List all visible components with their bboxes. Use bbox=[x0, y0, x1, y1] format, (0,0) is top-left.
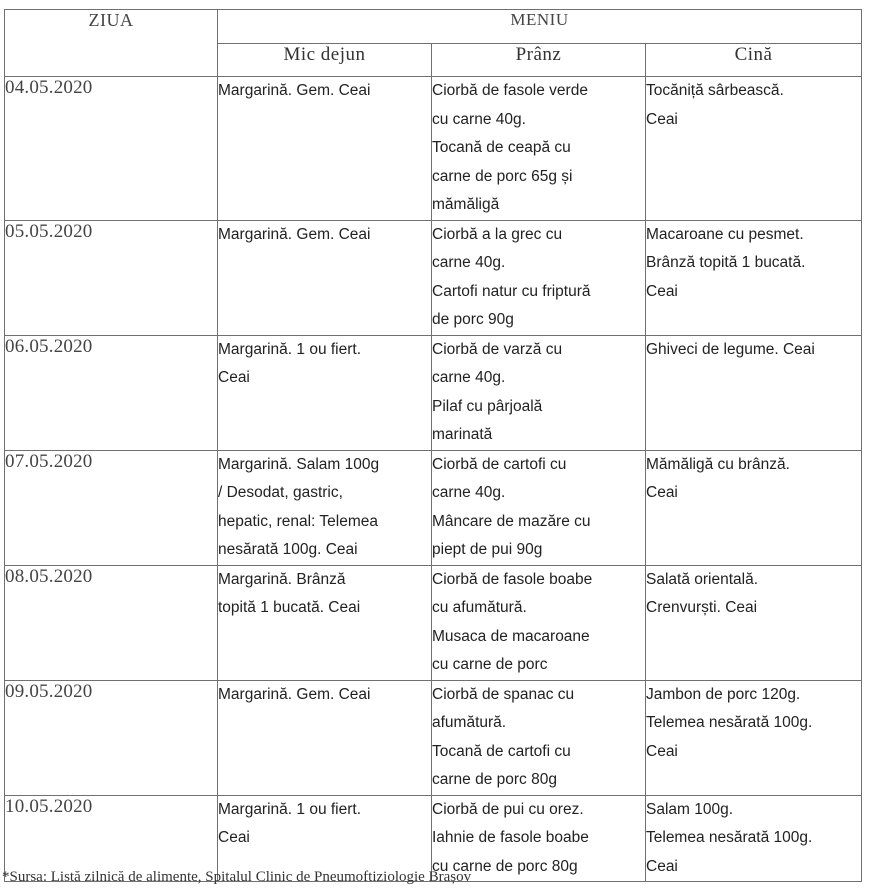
lunch-line: cu carne de porc 80g bbox=[432, 857, 578, 875]
lunch-line: afumătură. bbox=[432, 714, 507, 731]
lunch-line: Mâncare de mazăre cu bbox=[432, 512, 591, 530]
date-cell: 09.05.2020 bbox=[5, 680, 218, 795]
lunch-cell bbox=[432, 680, 646, 795]
menu-row bbox=[5, 680, 862, 795]
lunch-line: Iahnie de fasole boabe bbox=[432, 829, 589, 846]
date-cell: 07.05.2020 bbox=[5, 450, 218, 565]
breakfast-cell bbox=[218, 335, 432, 450]
breakfast-header: Mic dejun bbox=[218, 43, 432, 77]
lunch-cell bbox=[432, 450, 646, 565]
dinner-line: Macaroane cu pesmet. bbox=[646, 225, 804, 243]
date-cell: 10.05.2020 bbox=[5, 795, 218, 882]
lunch-line: piept de pui 90g bbox=[432, 541, 543, 558]
dinner-cell bbox=[646, 565, 862, 680]
header-row-top bbox=[5, 10, 862, 44]
dinner-line: Ceai bbox=[646, 282, 678, 300]
breakfast-cell bbox=[218, 565, 432, 680]
dinner-line: Ceai bbox=[646, 857, 678, 875]
dinner-line: Jambon de porc 120g. bbox=[646, 685, 801, 703]
date-cell: 05.05.2020 bbox=[5, 220, 218, 335]
menu-row bbox=[5, 77, 862, 221]
breakfast-cell bbox=[218, 77, 432, 221]
lunch-line: Pilaf cu pârjoală bbox=[432, 397, 543, 415]
breakfast-cell bbox=[218, 220, 432, 335]
menu-table bbox=[4, 9, 862, 882]
dinner-line: Telemea nesărată 100g. bbox=[646, 829, 813, 846]
lunch-line: Ciorbă de pui cu orez. bbox=[432, 800, 584, 818]
menu-row bbox=[5, 565, 862, 680]
menu-row bbox=[5, 335, 862, 450]
lunch-line: cu carne de porc bbox=[432, 656, 548, 673]
dinner-line: Ghiveci de legume. Ceai bbox=[646, 340, 815, 358]
lunch-line: Ciorbă de spanac cu bbox=[432, 685, 575, 703]
source-note: *Sursa: Listă zilnică de alimente, Spitalul Clinic de Pneumoftiziologie Brașov bbox=[2, 869, 472, 885]
day-column-header: ZIUA bbox=[5, 10, 218, 77]
lunch-cell bbox=[432, 335, 646, 450]
breakfast-line: hepatic, renal: Telemea bbox=[218, 512, 378, 530]
breakfast-line: / Desodat, gastric, bbox=[218, 484, 343, 501]
date-cell: 06.05.2020 bbox=[5, 335, 218, 450]
lunch-line: Ciorbă de fasole boabe bbox=[432, 570, 593, 588]
lunch-line: cu carne 40g. bbox=[432, 110, 526, 128]
breakfast-line: Margarină. Gem. Ceai bbox=[218, 685, 371, 703]
dinner-cell bbox=[646, 77, 862, 221]
lunch-line: carne de porc 65g și bbox=[432, 167, 573, 185]
lunch-line: Cartofi natur cu friptură bbox=[432, 282, 591, 300]
menu-row bbox=[5, 450, 862, 565]
lunch-line: marinată bbox=[432, 426, 493, 443]
dinner-line: Mămăligă cu brânză. bbox=[646, 455, 790, 473]
lunch-header: Prânz bbox=[432, 43, 646, 77]
dinner-line: Ceai bbox=[646, 484, 678, 501]
dinner-line: Tocăniță sârbească. bbox=[646, 82, 784, 99]
lunch-cell bbox=[432, 565, 646, 680]
breakfast-line: nesărată 100g. Ceai bbox=[218, 541, 358, 558]
lunch-line: Ciorbă de cartofi cu bbox=[432, 455, 567, 473]
dinner-line: Brânză topită 1 bucată. bbox=[646, 254, 806, 271]
lunch-line: Musaca de macaroane bbox=[432, 627, 590, 645]
breakfast-cell bbox=[218, 680, 432, 795]
menu-column-header: MENIU bbox=[218, 10, 862, 44]
lunch-line: Tocană de cartofi cu bbox=[432, 742, 571, 760]
lunch-line: Ciorbă de varză cu bbox=[432, 340, 563, 358]
lunch-cell bbox=[432, 220, 646, 335]
breakfast-line: Margarină. Salam 100g bbox=[218, 455, 380, 473]
lunch-line: Ciorbă a la grec cu bbox=[432, 225, 563, 243]
lunch-line: cu afumătură. bbox=[432, 599, 527, 616]
dinner-cell bbox=[646, 795, 862, 882]
breakfast-line: Ceai bbox=[218, 829, 250, 846]
lunch-line: carne de porc 80g bbox=[432, 771, 557, 788]
dinner-line: Ceai bbox=[646, 110, 678, 128]
dinner-header: Cină bbox=[646, 43, 862, 77]
lunch-line: de porc 90g bbox=[432, 311, 514, 328]
lunch-line: carne 40g. bbox=[432, 369, 506, 386]
lunch-line: carne 40g. bbox=[432, 254, 506, 271]
menu-row bbox=[5, 220, 862, 335]
lunch-line: Tocană de ceapă cu bbox=[432, 139, 571, 156]
dinner-line: Salam 100g. bbox=[646, 800, 734, 818]
dinner-cell bbox=[646, 680, 862, 795]
lunch-cell bbox=[432, 77, 646, 221]
breakfast-line: topită 1 bucată. Ceai bbox=[218, 599, 361, 616]
dinner-cell bbox=[646, 450, 862, 565]
breakfast-line: Margarină. Gem. Ceai bbox=[218, 82, 371, 99]
breakfast-cell bbox=[218, 450, 432, 565]
dinner-cell bbox=[646, 220, 862, 335]
lunch-line: Ciorbă de fasole verde bbox=[432, 82, 588, 99]
lunch-line: mămăligă bbox=[432, 196, 500, 213]
dinner-cell bbox=[646, 335, 862, 450]
breakfast-line: Ceai bbox=[218, 369, 250, 386]
dinner-line: Salată orientală. bbox=[646, 570, 759, 588]
breakfast-line: Margarină. Gem. Ceai bbox=[218, 225, 371, 243]
menu-body bbox=[5, 77, 862, 882]
dinner-line: Ceai bbox=[646, 742, 678, 760]
dinner-line: Crenvurști. Ceai bbox=[646, 599, 758, 616]
date-cell: 04.05.2020 bbox=[5, 77, 218, 221]
dinner-line: Telemea nesărată 100g. bbox=[646, 714, 813, 731]
breakfast-line: Margarină. Brânză bbox=[218, 570, 346, 588]
lunch-line: carne 40g. bbox=[432, 484, 506, 501]
breakfast-line: Margarină. 1 ou fiert. bbox=[218, 340, 362, 358]
date-cell: 08.05.2020 bbox=[5, 565, 218, 680]
breakfast-line: Margarină. 1 ou fiert. bbox=[218, 800, 362, 818]
